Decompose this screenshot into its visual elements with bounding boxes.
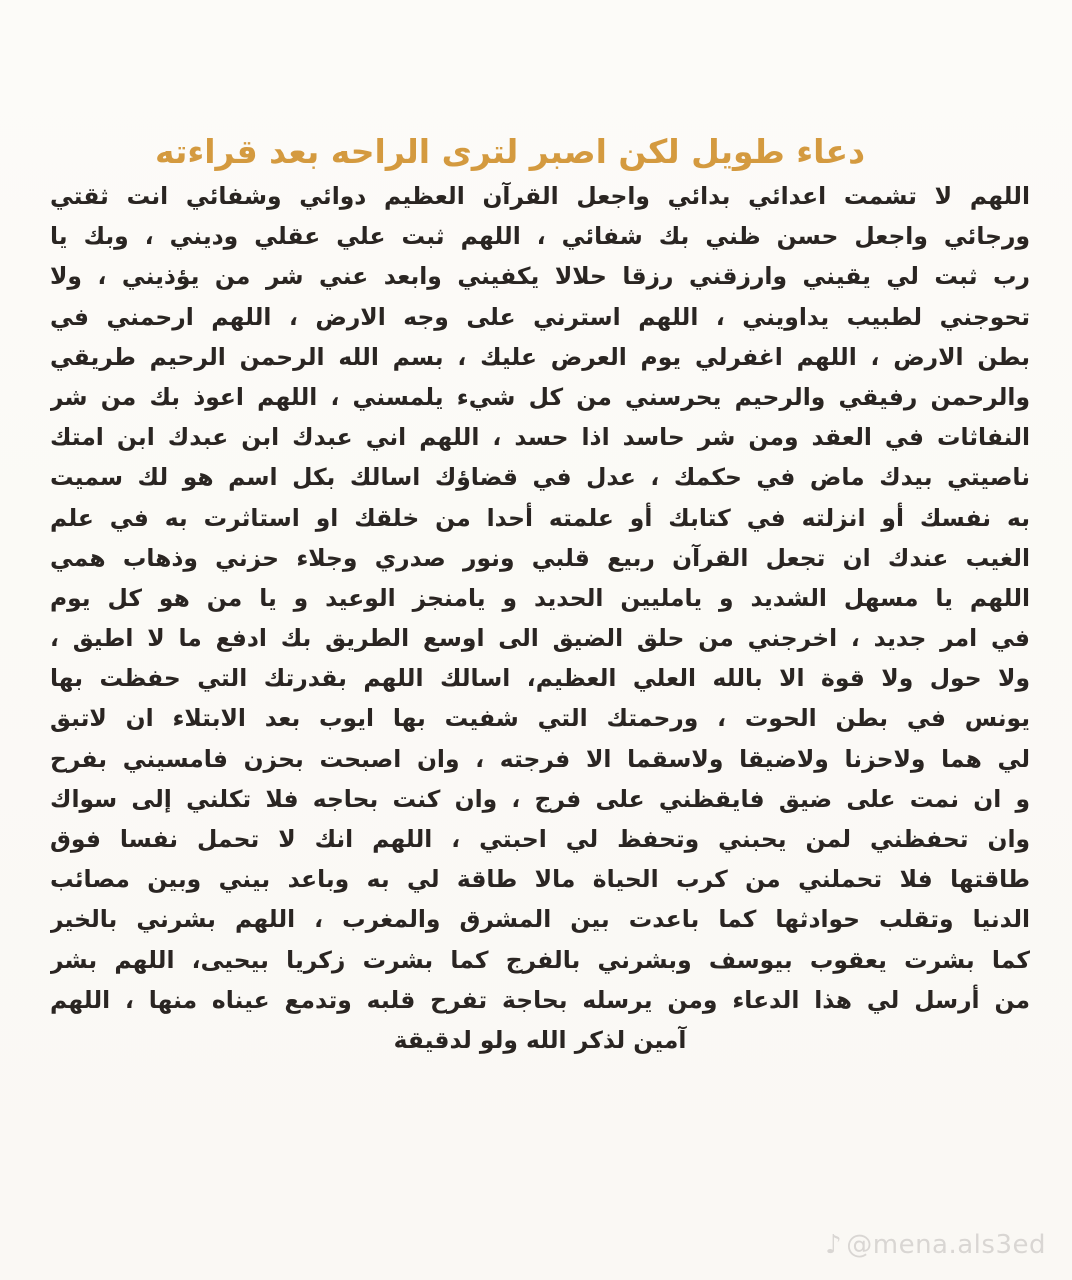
text-line-4: تحوجني لطبيب يداويني ، اللهم استرني على وجه الارض ، اللهم ارحمني في	[50, 302, 1030, 331]
tiktok-watermark	[825, 1230, 1046, 1260]
watermark-handle: @mena.als3ed	[846, 1230, 1046, 1260]
text-line-6: والرحمن رفيقي والرحيم يحرسني من كل شيء يلمسني ، اللهم اعوذ بك من شر	[50, 382, 1030, 411]
text-line-5: بطن الارض ، اللهم اغفرلي يوم العرض عليك ، بسم الله الرحمن الرحيم طريقي	[50, 342, 1030, 371]
text-line-14: يونس في بطن الحوت ، ورحمتك التي شفيت بها ايوب بعد الابتلاء ان لاتبق	[50, 704, 1030, 733]
text-line-22: آمين لذكر الله ولو لدقيقة	[393, 1025, 687, 1054]
text-line-19: الدنيا وتقلب حوادثها كما باعدت بين المشرق والمغرب ، اللهم بشرني بالخير	[50, 905, 1030, 934]
text-line-15: لي هما ولاحزنا ولاضيقا ولاسقما الا فرجته ، وان اصبحت بحزن فامسيني بفرح	[50, 744, 1030, 773]
text-line-1: اللهم لا تشمت اعدائي بدائي واجعل القرآن العظيم دوائي وشفائي انت ثقتي	[50, 182, 1030, 210]
text-line-10: الغيب عندك ان تجعل القرآن ربيع قلبي ونور صدري وجلاء حزني وذهاب همي	[50, 543, 1030, 572]
page-title: دعاء طويل لكن اصبر لترى الراحه بعد قراءته	[154, 132, 866, 171]
text-line-8: ناصيتي بيدك ماض في حكمك ، عدل في قضاؤك اسالك بكل اسم هو لك سميت	[50, 463, 1030, 492]
text-line-9: به نفسك أو انزلته في كتابك أو علمته أحدا من خلقك او استاثرت به في علم	[50, 503, 1030, 532]
text-line-2: ورجائي واجعل حسن ظني بك شفائي ، اللهم ثبت علي عقلي وديني ، وبك يا	[50, 222, 1030, 251]
text-line-12: في امر جديد ، اخرجني من حلق الضيق الى اوسع الطريق بك ادفع ما لا اطيق ،	[50, 624, 1030, 653]
text-line-7: النفاثات في العقد ومن شر حاسد اذا حسد ، اللهم اني عبدك ابن عبدك ابن امتك	[50, 423, 1030, 452]
text-line-16: و ان نمت على ضيق فايقظني على فرج ، وان كنت بحاجه فلا تكلني إلى سواك	[50, 784, 1030, 813]
tiktok-note-icon: ♪	[825, 1230, 843, 1260]
text-line-3: رب ثبت لي يقيني وارزقني رزقا حلالا يكفيني وابعد عني شر من يؤذيني ، ولا	[50, 262, 1030, 291]
text-line-21: من أرسل لي هذا الدعاء ومن يرسله بحاجة تفرح قلبه وتدمع عيناه منها ، اللهم	[50, 985, 1030, 1014]
text-line-11: اللهم يا مسهل الشديد و يامليين الحديد و يامنجز الوعيد و يا من هو كل يوم	[50, 583, 1030, 612]
dua-text-body	[50, 176, 1030, 1060]
text-line-17: وان تحفظني لمن يحبني وتحفظ لي احبتي ، اللهم انك لا تحمل نفسا فوق	[50, 825, 1030, 853]
text-line-18: طاقتها فلا تحملني من كرب الحياة مالا طاقة لي به وباعد بيني وبين مصائب	[50, 865, 1030, 894]
text-line-13: ولا حول ولا قوة الا بالله العلي العظيم، اسالك اللهم بقدرتك التي حفظت بها	[50, 664, 1030, 693]
text-line-20: كما بشرت يعقوب بيوسف وبشرني بالفرج كما بشرت زكريا بيحيى، اللهم بشر	[50, 945, 1030, 974]
